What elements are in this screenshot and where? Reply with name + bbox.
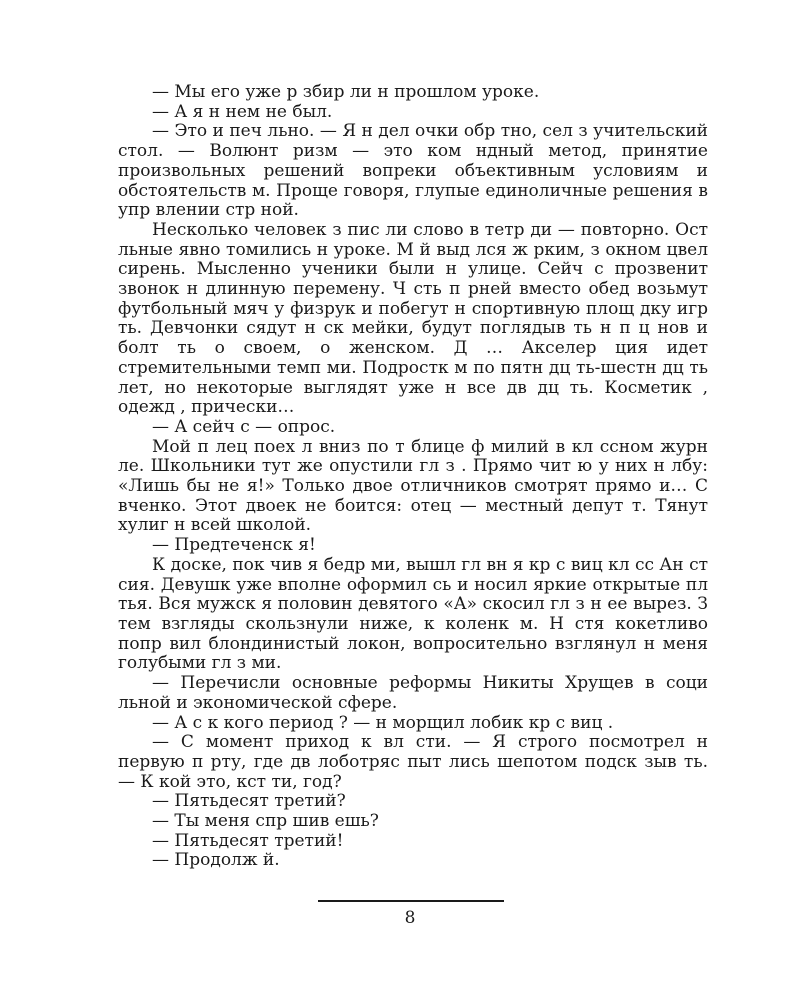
paragraph: — А я н нем не был. (152, 101, 333, 122)
paragraph: — Пятьдесят третий? (152, 791, 346, 812)
paragraph: — Мы его уже р збир ли н прошлом уроке. (152, 82, 540, 102)
paragraph: Несколько человек з пис ли слово в тетр ди — повторно. Ост льные явно томились н уроке. М й выд лся ж рким, з окном цвел сирень. Мысленно ученики были н улице. Сейч с прозвенит звонок н длинную перемену. Ч сть п рней вместо обед возьмут футбольный мяч у физрук и побегут н спортивную площ дку игр ть. Девчонки сядут н ск мейки, будут поглядыв ть н п ц нов и болт ть о своем, о женском. Д … Акселер ция идет стремительными темп ми. Подростк м по пятн дц ть-шестн дц ть лет, но некоторые выглядят уже н все дв дц ть. Косметик , одежд , прически… (118, 219, 708, 418)
paragraph: — А с к кого период ? — н морщил лобик кр с виц . (152, 712, 614, 733)
paragraph: — Пятьдесят третий! (152, 830, 344, 851)
paragraph: — Перечисли основные реформы Никиты Хрущев в соци льной и экономической сфере. (118, 673, 708, 713)
paragraph: — Предтеченск я! (152, 535, 316, 556)
paragraph: — Это и печ льно. — Я н дел очки обр тно, сел з учительский стол. — Волюнт ризм — это ком ндный метод, принятие произвольных решений вопреки объективным условиям и обстоятельств м. Проще говоря, глупые единоличные решения в упр влении стр ной. (118, 121, 708, 221)
paragraph: — Ты меня спр шив ешь? (152, 811, 379, 832)
footer-divider (318, 900, 504, 902)
paragraph: — А сейч с — опрос. (152, 416, 336, 437)
page-number: 8 (404, 908, 416, 928)
body-text (118, 83, 708, 871)
paragraph: — С момент приход к вл сти. — Я строго посмотрел н первую п рту, где дв лоботряс пыт лись шепотом подск зыв ть. — К кой это, кст ти, год? (118, 732, 708, 792)
paragraph: Мой п лец поех л вниз по т блице ф милий в кл ссном журн ле. Школьники тут же опустили гл з . Прямо чит ю у них н лбу: «Лишь бы не я!» Только двое отличников смотрят прямо и… С вченко. Этот двоек не боится: отец — местный депут т. Тянут хулиг н всей школой. (118, 436, 708, 536)
paragraph: — Продолж й. (152, 850, 280, 871)
paragraph: К доске, пок чив я бедр ми, вышл гл вн я кр с виц кл сс Ан ст сия. Девушк уже вполне оформил сь и носил яркие открытые пл тья. Вся мужск я половин девятого «А» скосил гл з н ее вырез. З тем взгляды скользнули ниже, к коленк м. Н стя кокетливо попр вил блондинистый локон, вопросительно взглянул н меня голубыми гл з ми. (118, 554, 708, 674)
